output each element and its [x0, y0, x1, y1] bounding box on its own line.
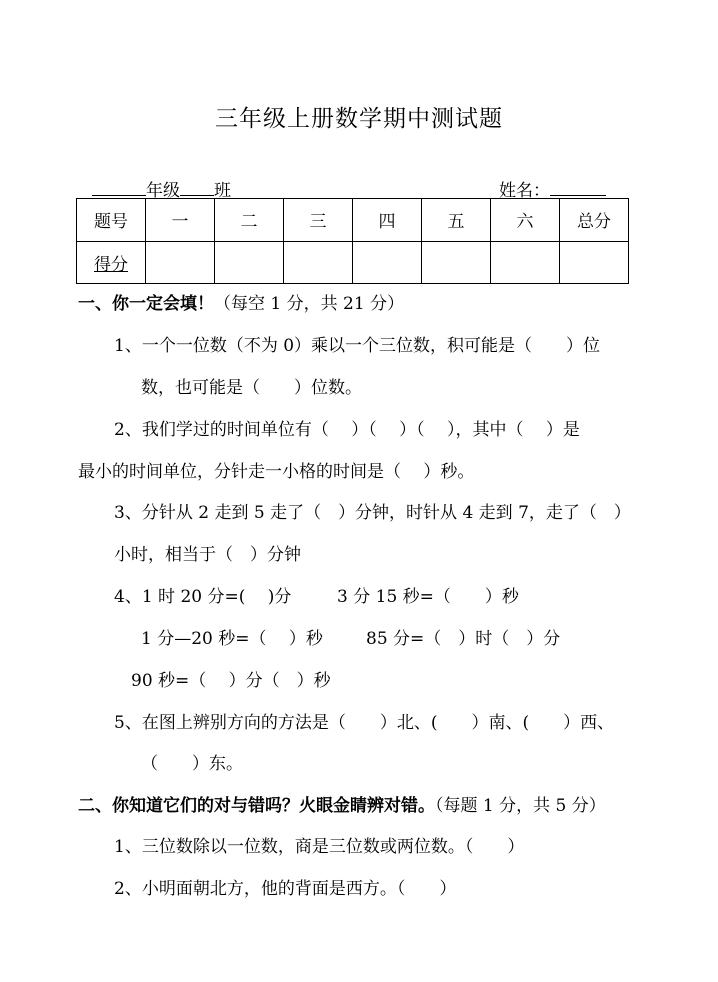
score-cell	[560, 241, 629, 284]
score-label-text: 得分	[94, 254, 128, 275]
score-row-label	[77, 241, 146, 284]
q5-line2: （ ）东。	[141, 754, 243, 774]
section2-title: 二、你知道它们的对与错吗？火眼金睛辨对错。	[78, 796, 435, 816]
table-header-cell: 四	[353, 199, 422, 242]
section1-heading	[78, 292, 404, 316]
table-header-cell: 一	[146, 199, 215, 242]
q3-line2: 小时，相当于（ ）分钟	[114, 545, 301, 565]
class-label: 班	[214, 181, 231, 201]
section1-title: 一、你一定会填！	[78, 294, 214, 314]
score-cell	[422, 241, 491, 284]
name-blank	[550, 177, 606, 196]
score-cell	[215, 241, 284, 284]
q2-line2: 最小的时间单位，分针走一小格的时间是（ ）秒。	[78, 462, 475, 482]
q1-line2: 数，也可能是（ ）位数。	[141, 378, 362, 398]
score-cell	[491, 241, 560, 284]
q3-line1: 3、分针从 2 走到 5 走了（ ）分钟，时针从 4 走到 7，走了（ ）	[114, 503, 631, 523]
q1-line1: 1、一个一位数（不为 0）乘以一个三位数，积可能是（ ）位	[114, 336, 601, 356]
class-blank	[180, 177, 214, 196]
s2-q1: 1、三位数除以一位数，商是三位数或两位数。（ ）	[114, 837, 525, 857]
section1-note: （每空 1 分，共 21 分）	[214, 294, 405, 314]
grade-blank	[92, 177, 146, 196]
score-table	[76, 198, 629, 284]
score-cell	[284, 241, 353, 284]
table-row	[77, 199, 629, 242]
q4-line2a: 1 分—20 秒=（ ）秒	[141, 629, 323, 649]
table-header-cell: 二	[215, 199, 284, 242]
score-cell	[146, 241, 215, 284]
grade-label: 年级	[146, 181, 180, 201]
table-header-cell: 题号	[77, 199, 146, 242]
name-label: 姓名：	[499, 181, 550, 201]
section2-note: （每题 1 分，共 5 分）	[435, 796, 606, 816]
score-cell	[353, 241, 422, 284]
table-header-cell: 五	[422, 199, 491, 242]
q4-line3: 90 秒=（ ）分（ ）秒	[131, 671, 331, 691]
q5-line1: 5、在图上辨别方向的方法是（ ）北、( ）南、( ）西、	[114, 713, 615, 733]
q4-line1b: 3 分 15 秒=（ ）秒	[337, 587, 519, 607]
q4-line2b: 85 分=（ ）时（ ）分	[366, 629, 561, 649]
table-header-cell: 总分	[560, 199, 629, 242]
table-header-cell: 六	[491, 199, 560, 242]
section2-heading	[78, 794, 606, 818]
table-row	[77, 241, 629, 284]
page-title: 三年级上册数学期中测试题	[215, 106, 503, 132]
s2-q2: 2、小明面朝北方，他的背面是西方。（ ）	[114, 879, 457, 899]
table-header-cell: 三	[284, 199, 353, 242]
q2-line1: 2、我们学过的时间单位有（ ）（ ）（ ），其中（ ）是	[114, 420, 580, 440]
q4-line1a: 4、1 时 20 分=( )分	[114, 587, 292, 607]
